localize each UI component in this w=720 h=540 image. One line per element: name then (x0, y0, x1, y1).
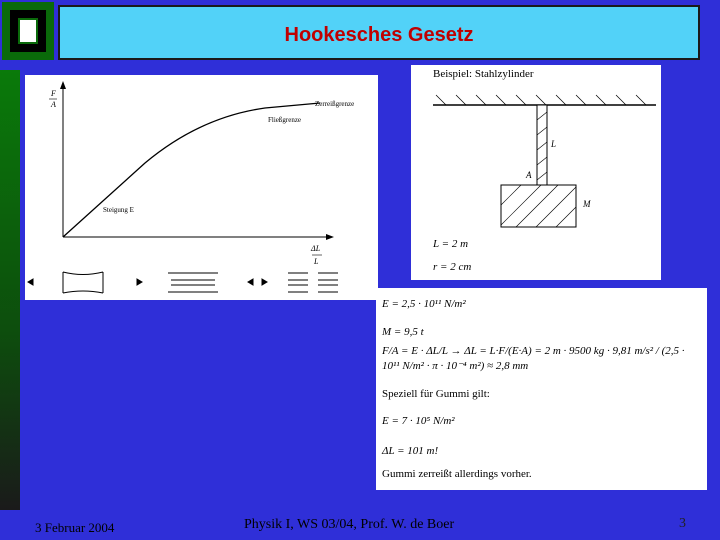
rubber-heading: Speziell für Gummi gilt: (382, 388, 490, 400)
formula-e-steel: E = 2,5 · 10¹¹ N/m² (382, 298, 466, 310)
y-label-den: A (51, 100, 56, 109)
example-heading: Beispiel: Stahlzylinder (433, 68, 534, 80)
footer-date: 3 Februar 2004 (35, 520, 115, 535)
graph-svg (25, 75, 378, 300)
left-bar (0, 70, 20, 510)
label-steigung: Steigung E (103, 206, 134, 214)
university-logo (2, 2, 54, 60)
steel-cylinder-diagram (411, 65, 661, 280)
label-fliessgrenze: Fließgrenze (268, 116, 302, 124)
stress-strain-graph (25, 75, 378, 300)
formula-mass: M = 9,5 t (382, 326, 424, 338)
formula-panel (376, 288, 707, 490)
slide-title: Hookesches Gesetz (284, 24, 474, 46)
specimen-sketches (28, 272, 338, 293)
label-M: M (583, 199, 591, 209)
formula-hooke: F/A = E · ΔL/L → ΔL = L·F/(E·A) = 2 m · 9500 kg · 9,81 m/s² / (2,5 · 10¹¹ N/m² · π · 10⁻⁴ m²) ≈ 2,8 mm (382, 345, 685, 372)
formula-e-rubber: E = 7 · 10⁵ N/m² (382, 415, 455, 427)
radius-value: r = 2 cm (433, 261, 472, 273)
label-L: L (551, 139, 557, 149)
formula-delta-l: ΔL = 101 m! (382, 445, 439, 457)
x-label-den: L (314, 257, 319, 266)
footer-course: Physik I, WS 03/04, Prof. W. de Boer (244, 517, 455, 532)
label-zerreissgrenze: Zerreißgrenze (315, 100, 355, 108)
title-bar (58, 5, 700, 60)
x-label-num: ΔL (311, 244, 321, 253)
label-A: A (526, 170, 532, 180)
rubber-note: Gummi zerreißt allerdings vorher. (382, 468, 532, 480)
slide-number: 3 (679, 516, 686, 531)
length-value: L = 2 m (433, 238, 469, 250)
y-label-num: F (51, 89, 56, 98)
